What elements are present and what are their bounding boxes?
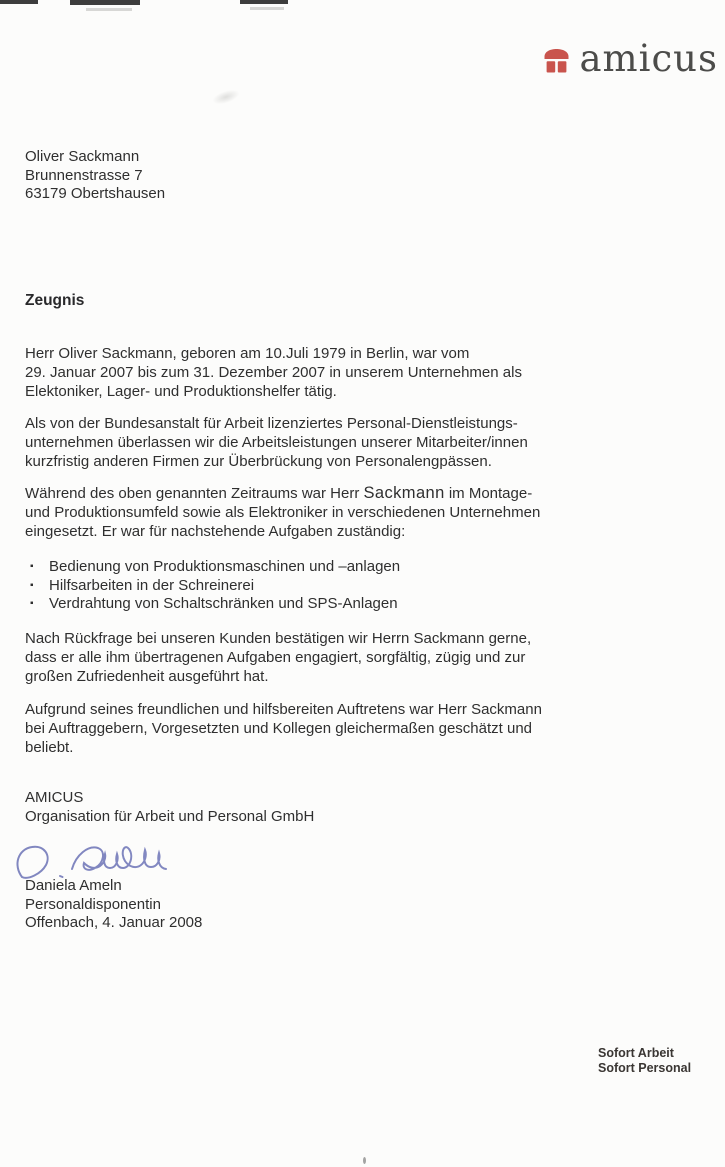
scan-speck <box>363 1157 366 1164</box>
paragraph-line <box>25 484 540 503</box>
company-description: Organisation für Arbeit und Personal GmbH <box>25 807 315 825</box>
paragraph-line: Aufgrund seines freundlichen und hilfsbereiten Auftretens war Herr Sackmann <box>25 701 542 718</box>
letter-heading: Zeugnis <box>25 292 85 309</box>
paragraph-line: beliebt. <box>25 739 74 756</box>
paragraph-line: kurzfristig anderen Firmen zur Überbrückung von Personalengpässen. <box>25 453 492 470</box>
paragraph-performance <box>25 629 531 686</box>
scan-smudge <box>211 87 241 107</box>
bullet-icon: ▪ <box>30 561 34 572</box>
scan-artifact <box>250 7 284 10</box>
paragraph-line: bei Auftraggebern, Vorgesetzten und Kollegen gleichermaßen geschätzt und <box>25 720 533 737</box>
signer-name: Daniela Ameln <box>25 877 122 894</box>
paragraph-line: 29. Januar 2007 bis zum 31. Dezember 2007 in unserem Unternehmen als <box>25 364 522 381</box>
paragraph-company-description <box>25 414 528 471</box>
arch-house-icon <box>543 44 570 75</box>
footer-slogan-line: Sofort Personal <box>598 1060 692 1075</box>
list-item <box>30 558 400 577</box>
footer-slogan <box>598 1046 691 1075</box>
paragraph-conduct <box>25 700 542 757</box>
company-logo <box>543 37 718 80</box>
company-name: AMICUS <box>25 789 84 806</box>
paragraph-line: unternehmen überlassen wir die Arbeitsleistungen unserer Mitarbeiter/innen <box>25 434 528 451</box>
scan-artifact <box>70 0 140 5</box>
paragraph-line: großen Zufriedenheit ausgeführt hat. <box>25 668 269 685</box>
recipient-address <box>25 148 165 204</box>
letter-place-date: Offenbach, 4. Januar 2008 <box>25 914 203 931</box>
footer-slogan-line: Sofort Arbeit <box>598 1046 674 1060</box>
bullet-icon: ▪ <box>30 598 34 609</box>
task-list <box>30 558 400 614</box>
paragraph-assignments <box>25 484 540 541</box>
logo-wordmark: amicus <box>579 37 718 80</box>
paragraph-line: eingesetzt. Er war für nachstehende Aufgaben zuständig: <box>25 523 406 540</box>
list-item <box>30 595 400 614</box>
list-item <box>30 577 400 596</box>
signer-role: Personaldisponentin <box>25 895 161 913</box>
paragraph-text: im Montage- <box>444 485 533 502</box>
paragraph-line: Herr Oliver Sackmann, geboren am 10.Juli 1979 in Berlin, war vom <box>25 345 470 362</box>
list-item-text: Bedienung von Produktionsmaschinen und –anlagen <box>49 558 401 575</box>
paragraph-employment-period <box>25 344 522 401</box>
paragraph-line: dass er alle ihm übertragenen Aufgaben engagiert, sorgfältig, zügig und zur <box>25 649 526 666</box>
recipient-city: 63179 Obertshausen <box>25 185 166 202</box>
paragraph-line: Als von der Bundesanstalt für Arbeit lizenziertes Personal-Dienstleistungs- <box>25 415 518 432</box>
bullet-icon: ▪ <box>30 579 34 591</box>
scan-artifact <box>240 0 288 4</box>
recipient-name: Oliver Sackmann <box>25 148 140 165</box>
signer-block <box>25 877 202 933</box>
paragraph-line: Elektoniker, Lager- und Produktionshelfer tätig. <box>25 383 337 400</box>
list-item-text: Hilfsarbeiten in der Schreinerei <box>49 576 255 594</box>
scan-artifact <box>86 8 132 11</box>
paragraph-line: Nach Rückfrage bei unseren Kunden bestätigen wir Herrn Sackmann gerne, <box>25 630 532 647</box>
scan-artifact <box>0 0 38 4</box>
list-item-text: Verdrahtung von Schaltschränken und SPS-Anlagen <box>49 595 398 612</box>
paragraph-line: und Produktionsumfeld sowie als Elektroniker in verschiedenen Unternehmen <box>25 504 541 521</box>
paragraph-text: Während des oben genannten Zeitraums war Herr <box>25 485 364 502</box>
company-signoff <box>25 789 314 826</box>
recipient-street: Brunnenstrasse 7 <box>25 166 143 184</box>
merge-field-name: Sackmann <box>363 484 445 502</box>
